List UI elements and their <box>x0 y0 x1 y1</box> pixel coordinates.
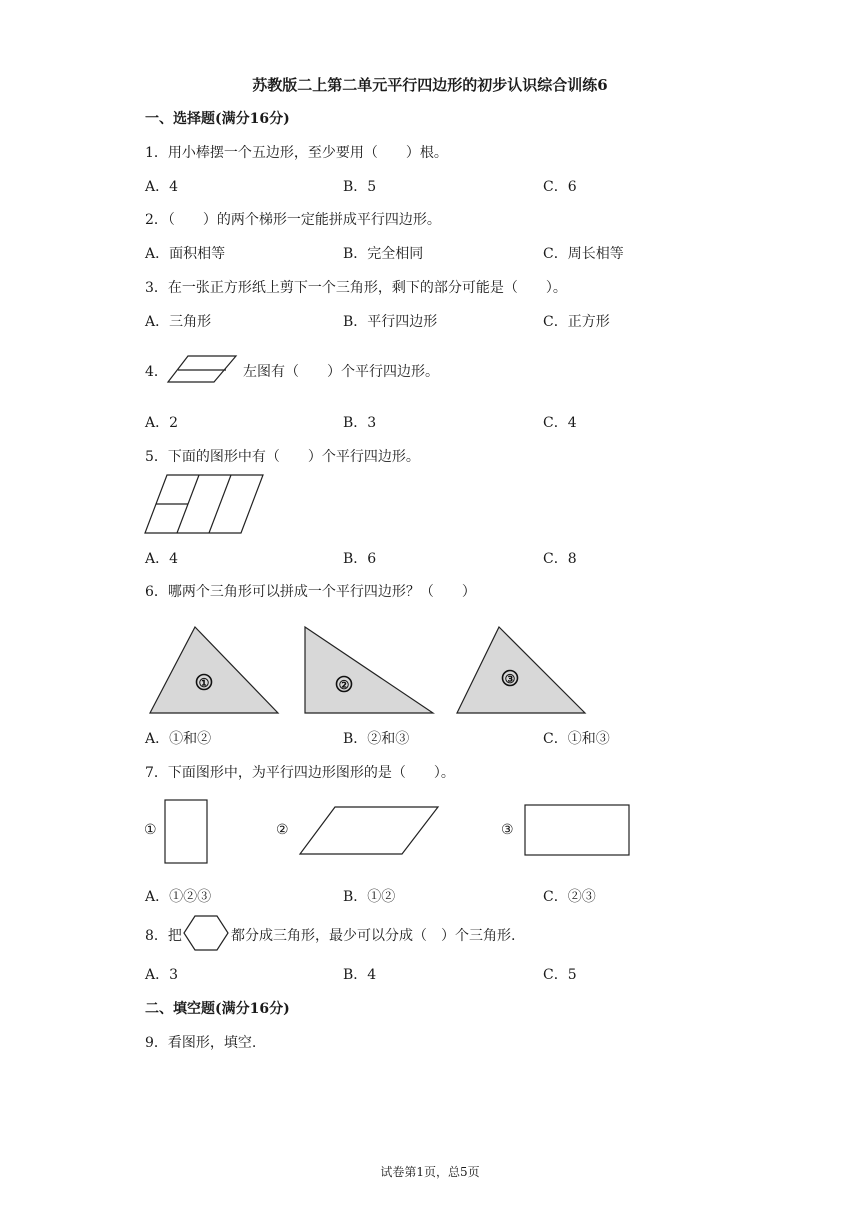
question-4: 左图有（ ）个平行四边形。 <box>243 364 439 380</box>
section-heading-choice: 一、选择题(满分16分) <box>145 111 290 127</box>
q6-triangle-3-label: ③ <box>504 672 516 686</box>
q6-triangle-1-label: ① <box>198 676 210 690</box>
q5-option-b: B．6 <box>343 551 377 567</box>
q7-figure-1-label: ① <box>144 822 157 838</box>
question-8-prefix: 8．把 <box>145 928 182 944</box>
q3-option-a: A．三角形 <box>145 314 212 330</box>
q8-option-b: B．4 <box>343 967 377 983</box>
q8-option-a: A．3 <box>145 967 179 983</box>
question-1: 1．用小棒摆一个五边形，至少要用（ ）根。 <box>145 145 448 161</box>
q7-option-c: C．②③ <box>543 889 596 905</box>
q7-figure-2-parallelogram <box>299 806 441 858</box>
question-3: 3．在一张正方形纸上剪下一个三角形，剩下的部分可能是（ ）。 <box>145 280 567 296</box>
q7-option-a: A．①②③ <box>145 889 212 905</box>
question-7: 7．下面图形中，为平行四边形图形的是（ ）。 <box>145 765 455 781</box>
q1-option-c: C．6 <box>543 179 577 195</box>
q4-option-b: B．3 <box>343 415 377 431</box>
q5-parallelogram-figure <box>143 473 267 535</box>
q3-option-b: B．平行四边形 <box>343 314 438 330</box>
q3-option-c: C．正方形 <box>543 314 610 330</box>
q7-figure-1-rectangle <box>164 799 210 867</box>
q6-option-b: B．②和③ <box>343 731 410 747</box>
q2-option-a: A．面积相等 <box>145 246 226 262</box>
q7-figure-3-label: ③ <box>501 822 514 838</box>
question-2: 2．（ ）的两个梯形一定能拼成平行四边形。 <box>145 212 441 228</box>
q7-figure-2-label: ② <box>276 822 289 838</box>
q7-option-b: B．①② <box>343 889 396 905</box>
question-6: 6．哪两个三角形可以拼成一个平行四边形？（ ） <box>145 584 476 600</box>
q4-option-c: C．4 <box>543 415 577 431</box>
q6-triangle-2 <box>304 626 436 716</box>
q5-option-a: A．4 <box>145 551 179 567</box>
page-footer: 试卷第1页，总5页 <box>380 1165 480 1179</box>
question-4-number: 4． <box>145 364 168 380</box>
question-9: 9．看图形，填空. <box>145 1035 257 1051</box>
q6-option-c: C．①和③ <box>543 731 610 747</box>
question-5: 5．下面的图形中有（ ）个平行四边形。 <box>145 449 420 465</box>
q7-figure-3-rectangle <box>524 804 632 858</box>
q8-option-c: C．5 <box>543 967 577 983</box>
q6-triangle-1 <box>149 626 281 716</box>
q1-option-a: A．4 <box>145 179 179 195</box>
q4-option-a: A．2 <box>145 415 179 431</box>
q2-option-c: C．周长相等 <box>543 246 624 262</box>
page-title: 苏教版二上第二单元平行四边形的初步认识综合训练6 <box>252 76 608 94</box>
section-heading-fill: 二、填空题(满分16分) <box>145 1001 290 1017</box>
question-8-suffix: 都分成三角形，最少可以分成（ ）个三角形. <box>231 928 516 944</box>
q8-hexagon-figure <box>183 915 231 953</box>
q5-option-c: C．8 <box>543 551 577 567</box>
q4-parallelogram-figure <box>166 354 240 386</box>
q6-option-a: A．①和② <box>145 731 212 747</box>
q1-option-b: B．5 <box>343 179 377 195</box>
q6-triangle-2-label: ② <box>338 678 350 692</box>
q6-triangle-3 <box>456 626 588 716</box>
q2-option-b: B．完全相同 <box>343 246 424 262</box>
